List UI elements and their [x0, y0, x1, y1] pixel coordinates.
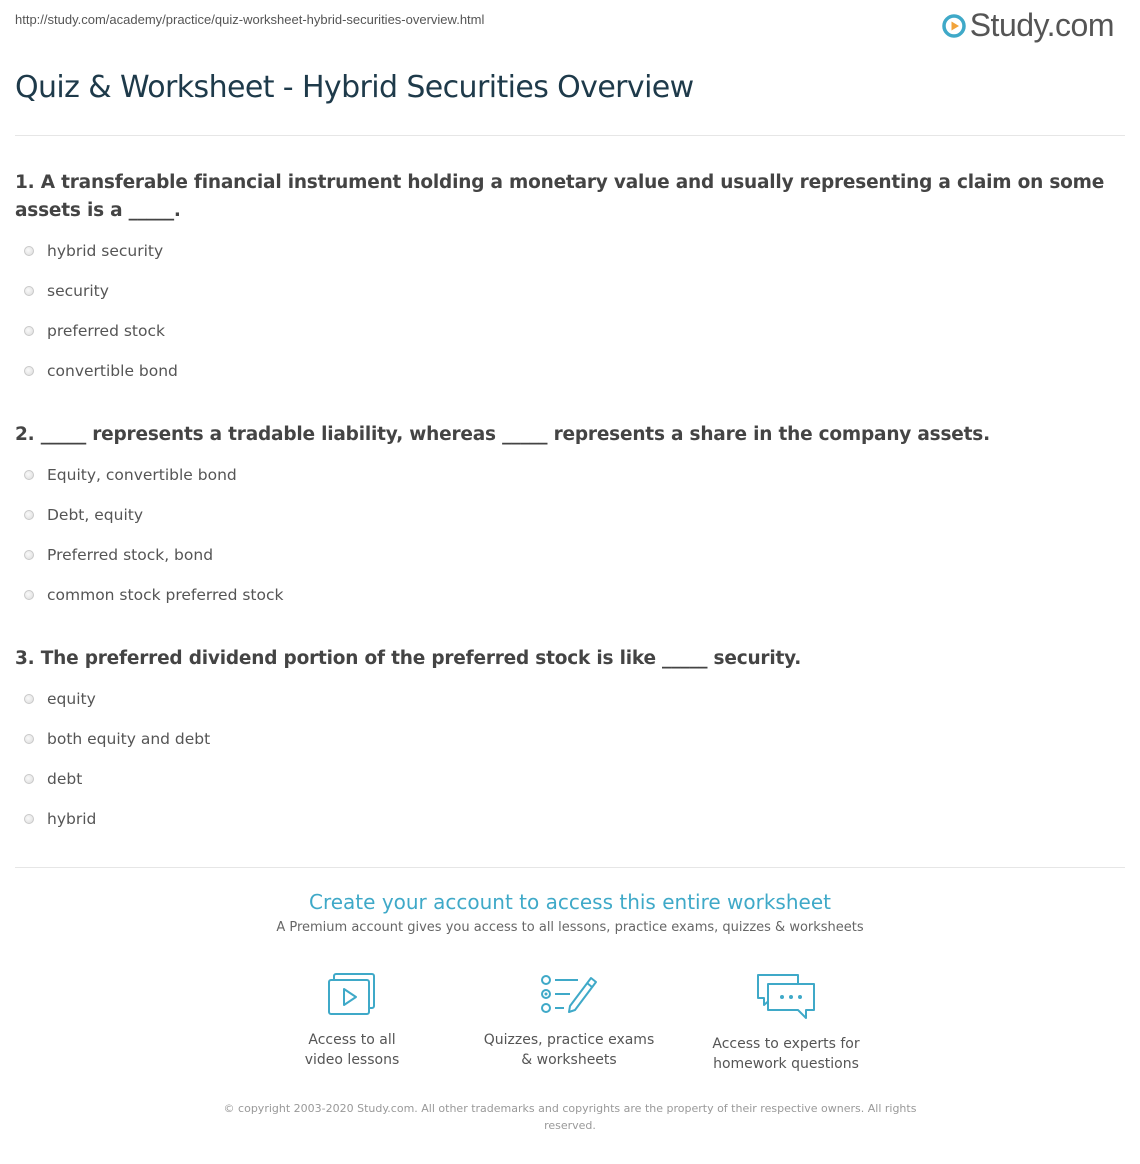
radio-button[interactable] — [24, 550, 34, 560]
feature-text-line: Access to experts for — [712, 1036, 860, 1052]
answer-option[interactable] — [20, 545, 213, 565]
copyright-line: reserved. — [544, 1119, 596, 1132]
answer-option[interactable] — [20, 585, 283, 605]
answer-option[interactable] — [20, 769, 82, 789]
radio-button[interactable] — [24, 734, 34, 744]
question-3: 3. The preferred dividend portion of the preferred stock is like _____ security. — [15, 648, 802, 669]
radio-button[interactable] — [24, 774, 34, 784]
create-account-link[interactable]: Create your account to access this entire worksheet — [309, 890, 831, 914]
video-lessons-icon — [326, 972, 378, 1018]
radio-button[interactable] — [24, 590, 34, 600]
answer-label: Equity, convertible bond — [47, 466, 237, 484]
feature-text-line: homework questions — [713, 1056, 859, 1072]
divider — [15, 867, 1125, 868]
chat-bubbles-icon — [754, 972, 818, 1022]
radio-button[interactable] — [24, 814, 34, 824]
page-title: Quiz & Worksheet - Hybrid Securities Overview — [15, 70, 694, 105]
answer-option[interactable] — [20, 241, 163, 261]
answer-label: Debt, equity — [47, 506, 143, 524]
divider — [15, 135, 1125, 136]
answer-label: hybrid security — [47, 242, 164, 260]
copyright-footer — [0, 1100, 1140, 1134]
answer-option[interactable] — [20, 281, 109, 301]
study-logo[interactable] — [942, 7, 1114, 44]
feature-text-line: Access to all — [308, 1032, 396, 1048]
question-2: 2. _____ represents a tradable liability, whereas _____ represents a share in the company assets. — [15, 424, 990, 445]
radio-button[interactable] — [24, 694, 34, 704]
feature-text-line: & worksheets — [521, 1052, 617, 1068]
radio-button[interactable] — [24, 326, 34, 336]
copyright-line: © copyright 2003-2020 Study.com. All other trademarks and copyrights are the property of their respective owners. All rights — [223, 1102, 917, 1115]
answer-label: convertible bond — [47, 362, 178, 380]
radio-button[interactable] — [24, 366, 34, 376]
answer-label: security — [47, 282, 109, 300]
page-url: http://study.com/academy/practice/quiz-worksheet-hybrid-securities-overview.html — [15, 12, 485, 27]
radio-button[interactable] — [24, 510, 34, 520]
answer-label: common stock preferred stock — [47, 586, 284, 604]
logo-text: Study.com — [969, 7, 1114, 43]
answer-option[interactable] — [20, 465, 237, 485]
answer-option[interactable] — [20, 505, 143, 525]
premium-description: A Premium account gives you access to all lessons, practice exams, quizzes & worksheets — [276, 920, 864, 935]
answer-option[interactable] — [20, 809, 96, 829]
answer-option[interactable] — [20, 689, 96, 709]
feature-experts — [686, 972, 886, 1074]
feature-text-line: video lessons — [304, 1052, 400, 1068]
radio-button[interactable] — [24, 246, 34, 256]
answer-label: Preferred stock, bond — [47, 546, 214, 564]
feature-text-line: Quizzes, practice exams — [483, 1032, 655, 1048]
answer-option[interactable] — [20, 729, 210, 749]
radio-button[interactable] — [24, 470, 34, 480]
feature-video-lessons — [252, 972, 452, 1070]
answer-label: debt — [47, 770, 83, 788]
answer-label: both equity and debt — [47, 730, 211, 748]
radio-button[interactable] — [24, 286, 34, 296]
play-logo-icon — [942, 14, 966, 38]
answer-label: equity — [47, 690, 96, 708]
answer-option[interactable] — [20, 321, 165, 341]
question-1: 1. A transferable financial instrument holding a monetary value and usually representing a claim on some assets is a _____. — [15, 172, 1105, 221]
feature-quizzes — [469, 972, 669, 1070]
answer-label: preferred stock — [47, 322, 165, 340]
answer-option[interactable] — [20, 361, 178, 381]
answer-label: hybrid — [47, 810, 97, 828]
quiz-checklist-icon — [540, 972, 598, 1018]
